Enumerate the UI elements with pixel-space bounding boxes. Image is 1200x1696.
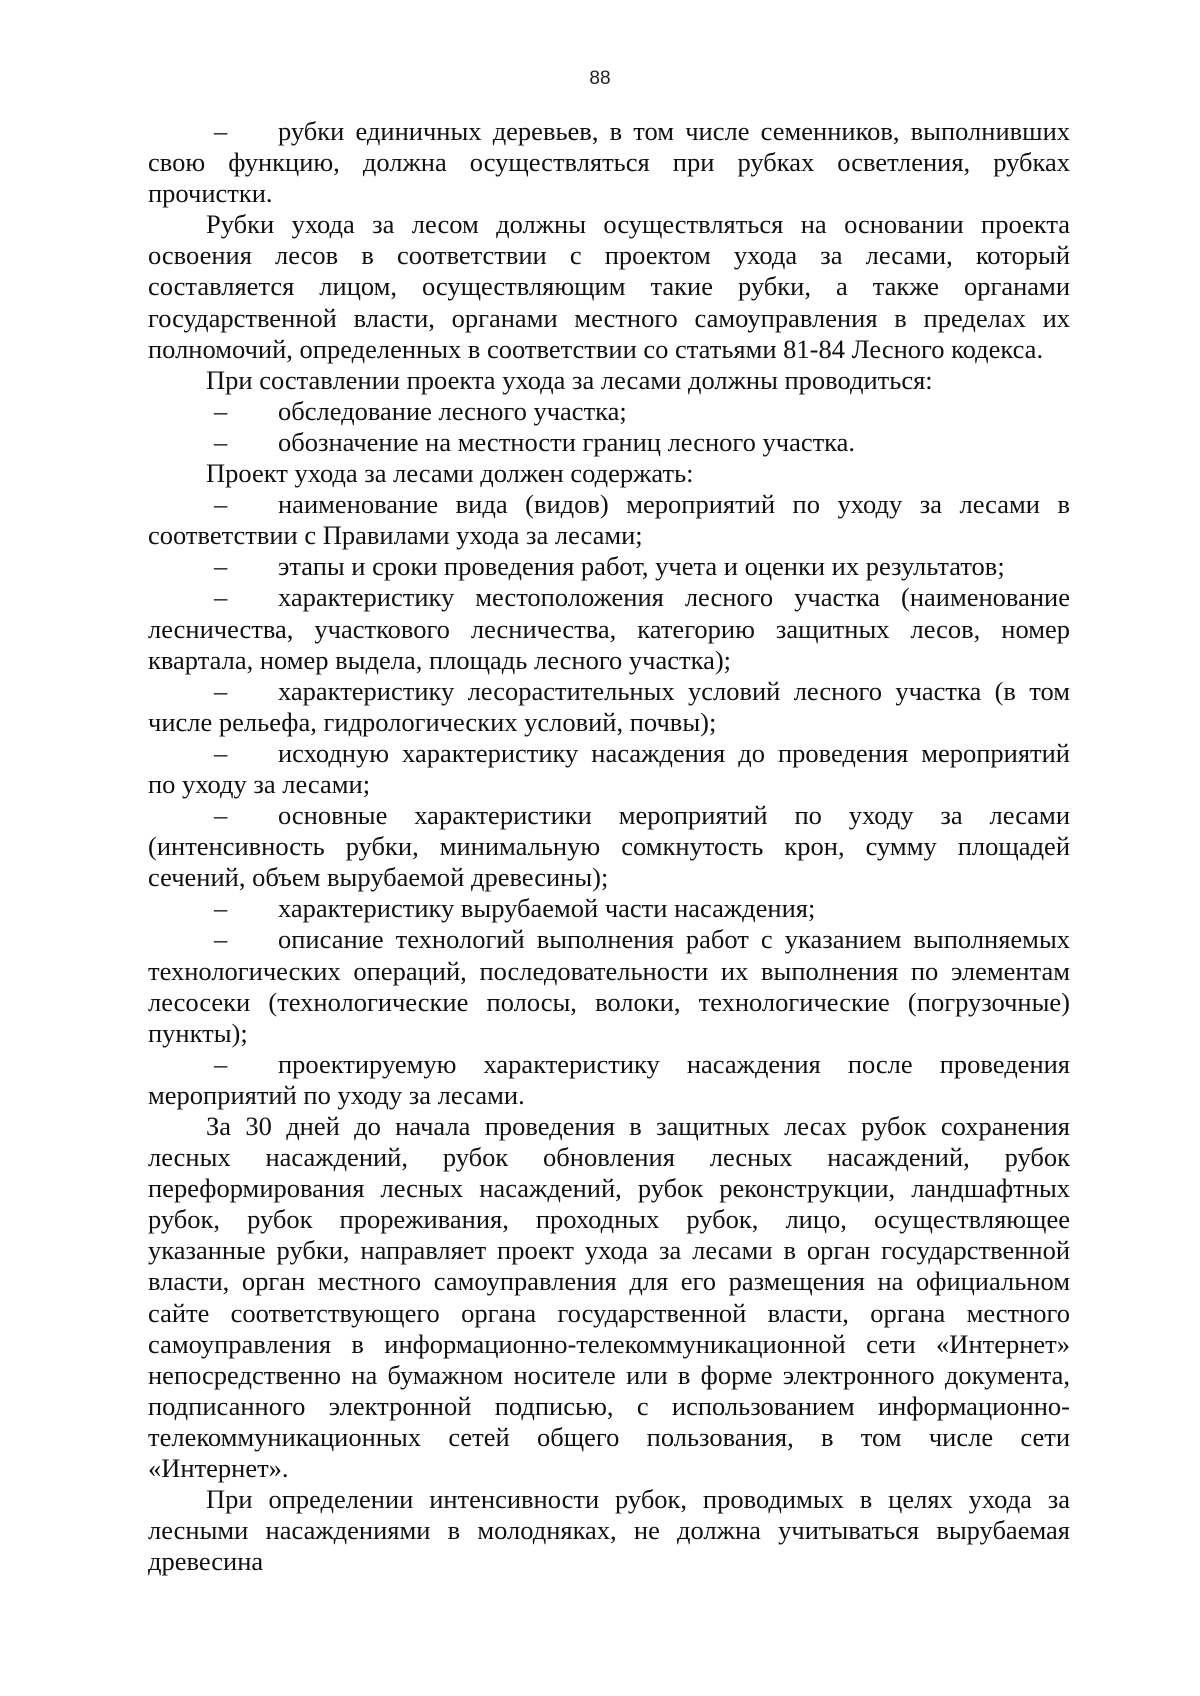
list-item-text: характеристику вырубаемой части насаждения; [278,893,816,924]
list-item-text: характеристику местоположения лесного участка (наименование лесничества, участкового лесничества, категорию защитных лесов, номер квартала, номер выдела, площадь лесного участка); [148,582,1070,675]
list-item [148,427,1070,458]
list-item [148,924,1070,1048]
paragraph: Рубки ухода за лесом должны осуществляться на основании проекта освоения лесов в соответствии с проектом ухода за лесами, который составляется лицом, осуществляющим такие рубки, а также органами государственной власти, органами местного самоуправления в пределах их полномочий, определенных в соответствии со статьями 81-84 Лесного кодекса. [148,209,1070,364]
list-item-text: обследование лесного участка; [278,395,627,426]
list-item-text: описание технологий выполнения работ с указанием выполняемых технологических операций, последовательности их выполнения по элементам лесосеки (технологические полосы, волоки, технологические (погрузочные) пункты); [148,924,1070,1048]
list-item [148,1049,1070,1111]
list-dash: – [214,893,228,924]
paragraph: Проект ухода за лесами должен содержать: [206,458,694,489]
list-dash: – [214,582,228,613]
list-item-text: рубки единичных деревьев, в том числе семенников, выполнивших свою функцию, должна осуществляться при рубках осветления, рубках прочистки. [148,116,1070,209]
list-item [148,582,1070,675]
document-body [148,116,1070,1577]
list-item-text: основные характеристики мероприятий по уходу за лесами (интенсивность рубки, минимальную сомкнутость крон, сумму площадей сечений, объем вырубаемой древесины); [148,800,1070,893]
list-item-text: характеристику лесорастительных условий лесного участка (в том числе рельефа, гидрологических условий, почвы); [148,675,1070,737]
list-dash: – [214,116,228,146]
paragraph: За 30 дней до начала проведения в защитных лесах рубок сохранения лесных насаждений, рубок обновления лесных насаждений, рубок переформирования лесных насаждений, рубок реконструкции, ландшафтных рубок, рубок прореживания, проходных рубок, лицо, осуществляющее указанные рубки, направляет проект ухода за лесами в орган государственной власти, орган местного самоуправления для его размещения на официальном сайте соответствующего органа государственной власти, органа местного самоуправления в информационно-телекоммуникационной сети «Интернет» непосредственно на бумажном носителе или в форме электронного документа, подписанного электронной подписью, с использованием информационно-телекоммуникационных сетей общего пользования, в том числе сети «Интернет». [148,1111,1070,1484]
list-item-text: этапы и сроки проведения работ, учета и оценки их результатов; [278,551,1005,582]
paragraph: При составлении проекта ухода за лесами должны проводиться: [206,364,933,395]
list-dash: – [214,426,228,457]
list-item [148,738,1070,800]
list-item [148,489,1070,551]
list-dash: – [214,1048,228,1079]
list-dash: – [214,924,228,955]
paragraph: При определении интенсивности рубок, проводимых в целях ухода за лесными насаждениями в молодняках, не должна учитываться вырубаемая древесина [148,1484,1070,1577]
list-dash: – [214,800,228,831]
list-item [148,800,1070,893]
list-dash: – [214,551,228,582]
list-item-text: обозначение на местности границ лесного участка. [278,426,856,457]
list-item-text: наименование вида (видов) мероприятий по уходу за лесами в соответствии с Правилами ухода за лесами; [148,489,1070,551]
list-dash: – [214,675,228,706]
list-dash: – [214,395,228,426]
list-item-text: проектируемую характеристику насаждения после проведения мероприятий по уходу за лесами. [148,1048,1070,1110]
list-item [148,551,1070,582]
page-number: 88 [589,68,611,89]
list-item [148,676,1070,738]
list-item [148,116,1070,209]
list-item [148,893,1070,924]
list-item-text: исходную характеристику насаждения до проведения мероприятий по уходу за лесами; [148,737,1070,799]
list-dash: – [214,489,228,520]
list-item [148,396,1070,427]
list-dash: – [214,737,228,768]
